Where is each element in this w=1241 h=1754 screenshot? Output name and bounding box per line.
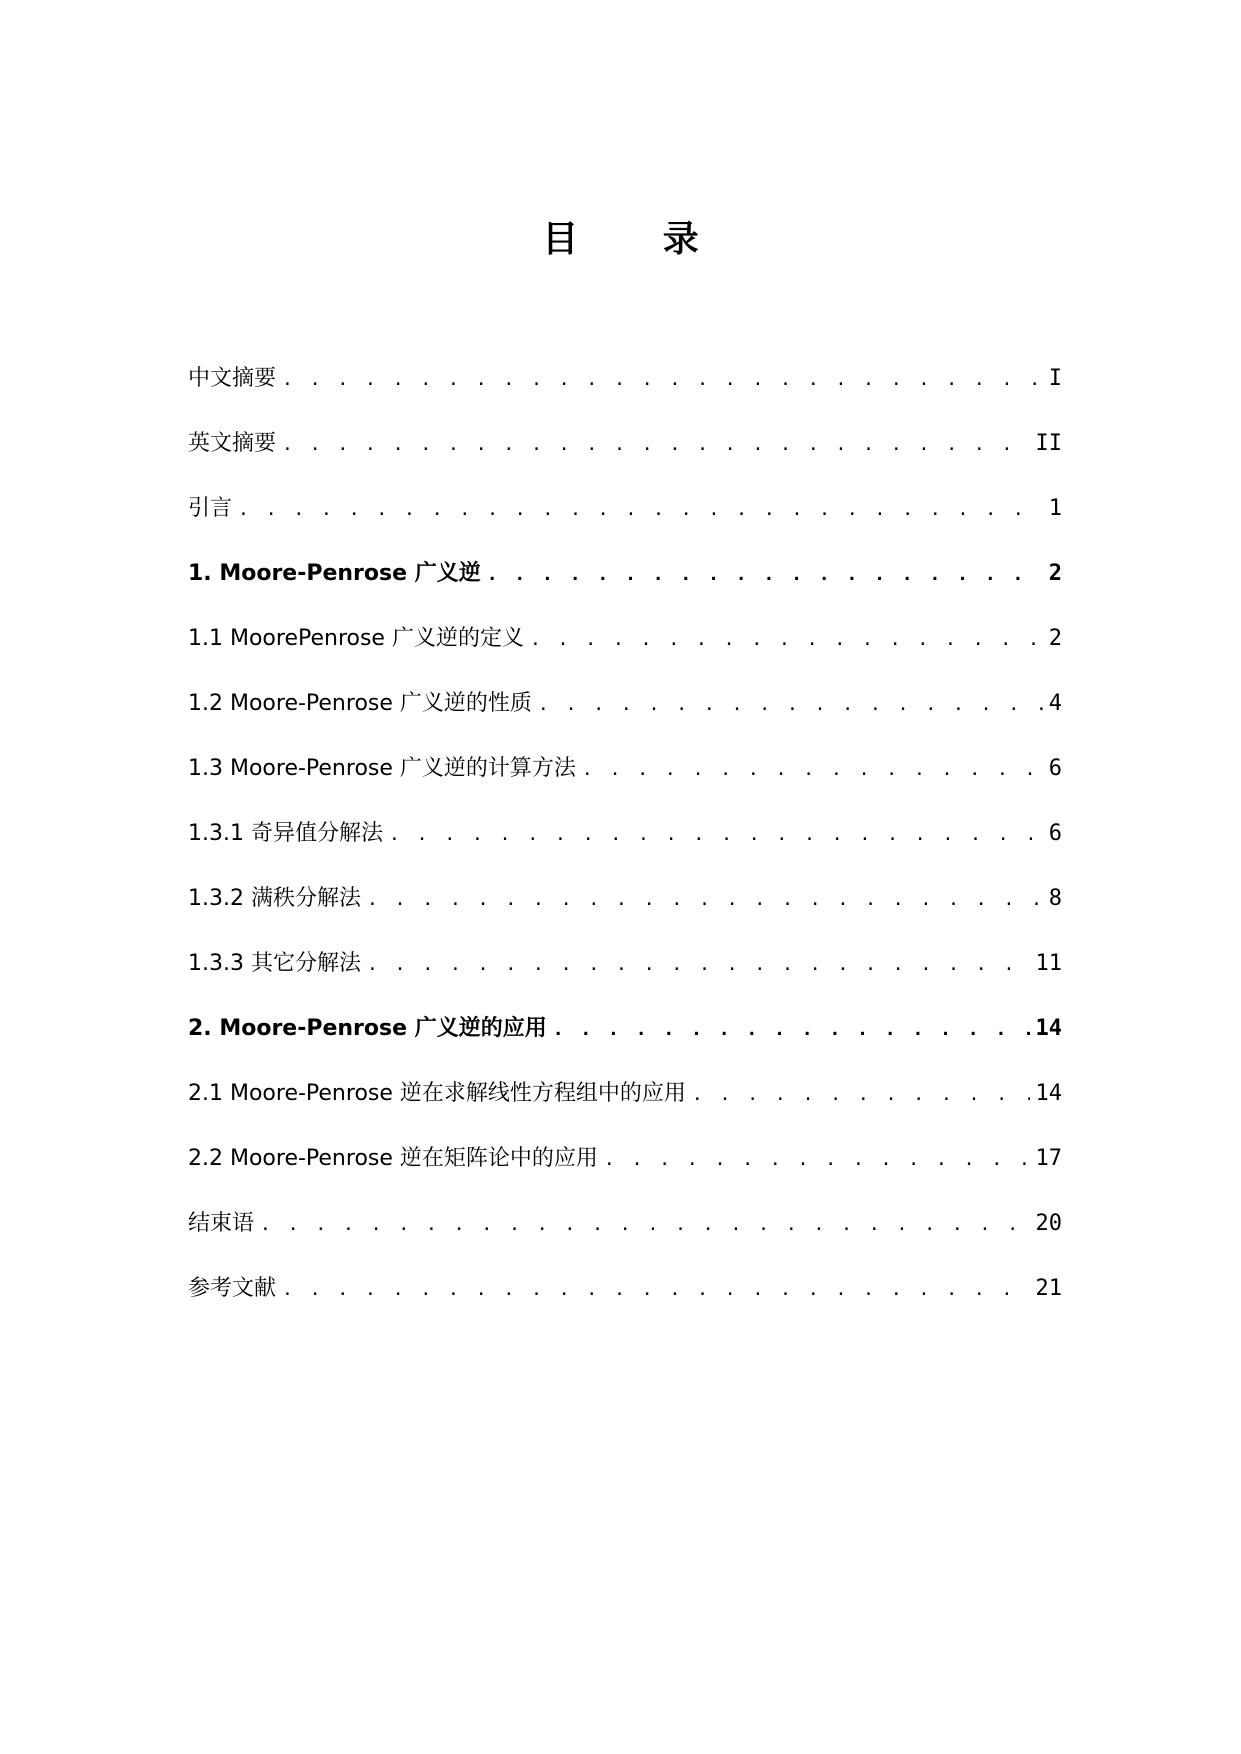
toc-entry[interactable]: [188, 1202, 1062, 1267]
toc-entry-page: 21: [1035, 1276, 1062, 1301]
toc-entry-page: 14: [1035, 1081, 1062, 1106]
toc-entry-label: 1.3.1 奇异值分解法: [188, 821, 383, 846]
toc-dot-leader: [582, 748, 1043, 792]
toc-entry-page: II: [1035, 431, 1062, 456]
toc-entry-page: 17: [1035, 1146, 1062, 1171]
toc-entry-label: 1.2 Moore-Penrose 广义逆的性质: [188, 691, 532, 716]
toc-entry-label: 1. Moore-Penrose 广义逆: [188, 561, 481, 586]
toc-entry-page: 8: [1048, 886, 1062, 911]
toc-dot-leader: [367, 878, 1043, 922]
toc-dot-leader: [260, 1203, 1029, 1247]
toc-entry[interactable]: [188, 552, 1062, 617]
toc-entry-page: 2: [1048, 626, 1062, 651]
toc-entry-page: 4: [1048, 691, 1062, 716]
toc-entry[interactable]: [188, 422, 1062, 487]
toc-entry[interactable]: [188, 1007, 1062, 1072]
toc-entry[interactable]: [188, 877, 1062, 942]
toc-entry-page: I: [1048, 366, 1062, 391]
table-of-contents: [188, 357, 1062, 1332]
toc-entry-page: 6: [1048, 821, 1062, 846]
toc-entry-label: 2. Moore-Penrose 广义逆的应用: [188, 1016, 547, 1041]
toc-dot-leader: [530, 618, 1043, 662]
toc-entry-label: 1.3.2 满秩分解法: [188, 886, 361, 911]
toc-dot-leader: [692, 1073, 1030, 1117]
toc-entry[interactable]: [188, 812, 1062, 877]
toc-entry-label: 2.1 Moore-Penrose 逆在求解线性方程组中的应用: [188, 1081, 686, 1106]
toc-entry[interactable]: [188, 1267, 1062, 1332]
toc-dot-leader: [282, 358, 1043, 402]
toc-entry-page: 2: [1048, 561, 1062, 586]
toc-dot-leader: [282, 1268, 1029, 1312]
toc-entry-label: 1.1 MoorePenrose 广义逆的定义: [188, 626, 524, 651]
toc-entry-page: 20: [1035, 1211, 1062, 1236]
toc-dot-leader: [553, 1008, 1030, 1052]
toc-entry-page: 6: [1048, 756, 1062, 781]
toc-entry-label: 中文摘要: [188, 366, 277, 391]
toc-entry-page: 14: [1035, 1016, 1062, 1041]
toc-entry[interactable]: [188, 942, 1062, 1007]
toc-dot-leader: [487, 553, 1043, 597]
toc-entry[interactable]: [188, 357, 1062, 422]
toc-entry-label: 1.3.3 其它分解法: [188, 951, 361, 976]
toc-entry[interactable]: [188, 747, 1062, 812]
toc-entry[interactable]: [188, 1072, 1062, 1137]
toc-entry-label: 1.3 Moore-Penrose 广义逆的计算方法: [188, 756, 576, 781]
toc-entry-label: 引言: [188, 496, 233, 521]
toc-entry-page: 11: [1035, 951, 1062, 976]
toc-dot-leader: [282, 423, 1029, 467]
toc-entry-label: 2.2 Moore-Penrose 逆在矩阵论中的应用: [188, 1146, 598, 1171]
toc-dot-leader: [238, 488, 1043, 532]
toc-dot-leader: [538, 683, 1043, 727]
toc-entry-label: 结束语: [188, 1211, 255, 1236]
toc-dot-leader: [604, 1138, 1030, 1182]
toc-entry-label: 英文摘要: [188, 431, 277, 456]
toc-entry[interactable]: [188, 617, 1062, 682]
toc-dot-leader: [389, 813, 1043, 857]
toc-entry-label: 参考文献: [188, 1276, 277, 1301]
toc-dot-leader: [367, 943, 1030, 987]
toc-entry[interactable]: [188, 1137, 1062, 1202]
toc-entry-page: 1: [1048, 496, 1062, 521]
toc-entry[interactable]: [188, 682, 1062, 747]
page-title: 目 录: [542, 219, 735, 260]
toc-entry[interactable]: [188, 487, 1062, 552]
